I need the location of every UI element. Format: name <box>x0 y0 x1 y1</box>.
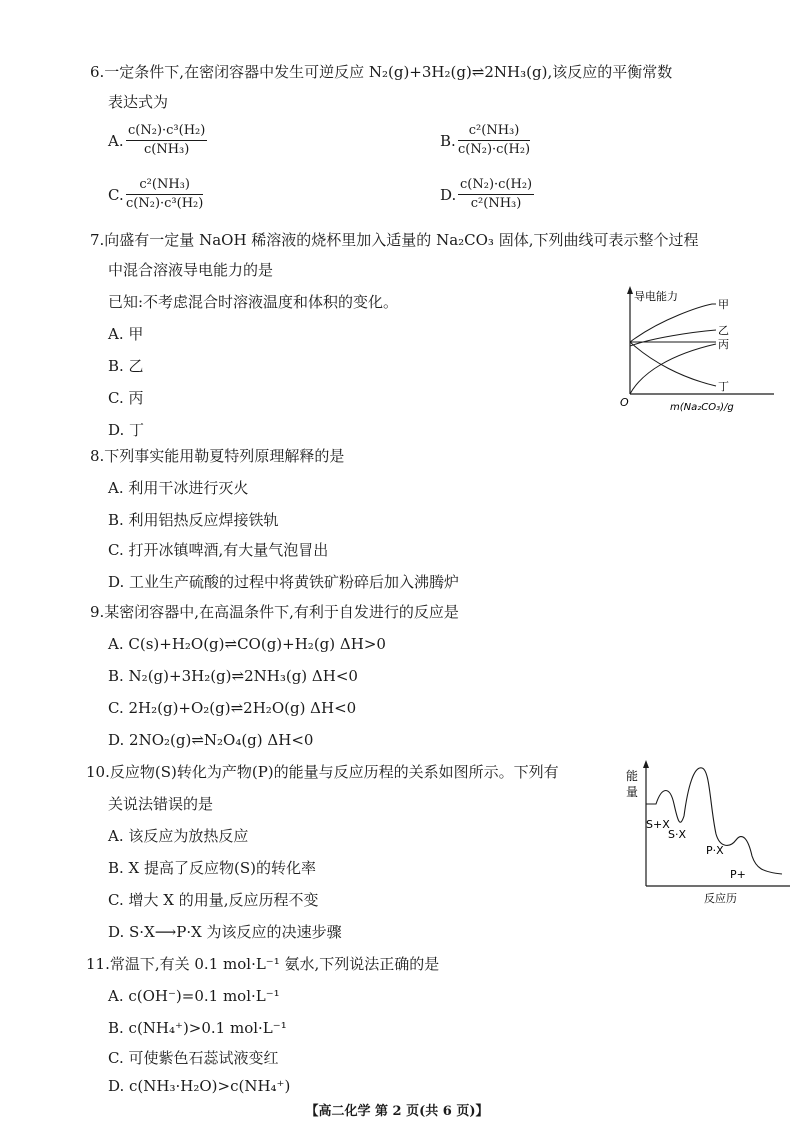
q11-option-b: B. c(NH₄⁺)>0.1 mol·L⁻¹ <box>108 1019 287 1037</box>
q8-option-c: C. 打开冰镇啤酒,有大量气泡冒出 <box>108 541 329 559</box>
q7-stem-line2: 中混合溶液导电能力的是 <box>108 261 274 279</box>
q9-option-d: D. 2NO₂(g)⇌N₂O₄(g) ΔH<0 <box>108 731 314 749</box>
q6-option-b-denominator: c(N₂)·c(H₂) <box>458 142 531 157</box>
q8-option-b: B. 利用铝热反应焊接铁轨 <box>108 511 279 529</box>
q6-option-d-fraction <box>458 176 534 213</box>
q7-curve-label-jia: 甲 <box>718 298 729 311</box>
q7-curve-label-yi: 乙 <box>718 324 729 337</box>
q10-option-c: C. 增大 X 的用量,反应历程不变 <box>108 891 319 909</box>
q10-y-label-bottom: 量 <box>626 785 639 799</box>
q10-label-product: P+ <box>730 868 746 881</box>
q10-option-a: A. 该反应为放热反应 <box>108 827 249 845</box>
q10-label-px-complex: P·X <box>706 844 724 857</box>
q7-y-axis-arrow <box>627 286 633 294</box>
q7-curve-ding <box>630 342 716 386</box>
q6-option-b-numerator: c²(NH₃) <box>458 122 530 141</box>
q10-label-sx-complex: S·X <box>668 828 687 841</box>
q7-option-c: C. 丙 <box>108 389 144 407</box>
q7-conductivity-graph <box>612 282 790 422</box>
q7-option-a: A. 甲 <box>108 325 144 343</box>
q6-option-a-denominator: c(NH₃) <box>143 142 190 157</box>
q7-origin-label: O <box>620 396 629 409</box>
q10-x-axis-label: 反应历 <box>704 892 737 905</box>
page-footer: 【高二化学 第 2 页(共 6 页)】 <box>305 1104 489 1119</box>
q6-option-b-label: B. <box>440 132 456 150</box>
q7-curve-label-ding: 丁 <box>718 380 729 393</box>
q7-x-axis-label: m(Na₂CO₃)/g <box>670 402 734 413</box>
q6-option-a-label: A. <box>108 132 124 150</box>
q6-option-d-label: D. <box>440 186 457 204</box>
q11-stem: 11.常温下,有关 0.1 mol·L⁻¹ 氨水,下列说法正确的是 <box>86 955 440 973</box>
q8-stem: 8.下列事实能用勒夏特列原理解释的是 <box>90 447 345 465</box>
q10-y-axis-arrow <box>643 760 649 768</box>
q7-y-axis-label: 导电能力 <box>634 290 678 303</box>
q10-y-label-top: 能 <box>626 769 639 783</box>
q7-option-d: D. 丁 <box>108 421 145 439</box>
q6-option-c-label: C. <box>108 186 124 204</box>
q6-option-c-denominator: c(N₂)·c³(H₂) <box>126 196 204 211</box>
q7-option-b: B. 乙 <box>108 357 144 375</box>
q7-curve-rising <box>630 344 716 394</box>
q9-stem: 9.某密闭容器中,在高温条件下,有利于自发进行的反应是 <box>90 603 459 621</box>
q11-option-a: A. c(OH⁻)=0.1 mol·L⁻¹ <box>108 987 280 1005</box>
q7-curve-yi <box>630 330 716 346</box>
q6-option-c-fraction <box>126 176 203 213</box>
q7-curve-jia <box>630 304 716 342</box>
q7-note: 已知:不考虑混合时溶液温度和体积的变化。 <box>108 293 399 311</box>
q6-option-b-fraction <box>458 122 530 159</box>
q7-curve-label-bing: 丙 <box>718 338 729 351</box>
q6-option-d-denominator: c²(NH₃) <box>470 196 522 211</box>
q6-option-d-numerator: c(N₂)·c(H₂) <box>458 176 534 195</box>
q9-option-a: A. C(s)+H₂O(g)⇌CO(g)+H₂(g) ΔH>0 <box>108 635 386 653</box>
q10-label-sx-reactant: S+X <box>646 818 670 831</box>
q8-option-a: A. 利用干冰进行灭火 <box>108 479 249 497</box>
q10-energy-diagram <box>622 756 792 906</box>
q10-option-d: D. S·X⟶P·X 为该反应的决速步骤 <box>108 923 342 941</box>
q10-stem-line2: 关说法错误的是 <box>108 795 214 813</box>
q10-stem-line1: 10.反应物(S)转化为产物(P)的能量与反应历程的关系如图所示。下列有 <box>86 763 559 781</box>
q6-option-a-fraction <box>126 122 207 159</box>
q8-option-d: D. 工业生产硫酸的过程中将黄铁矿粉碎后加入沸腾炉 <box>108 573 460 591</box>
q6-stem-line2: 表达式为 <box>108 93 169 111</box>
q7-stem-line1: 7.向盛有一定量 NaOH 稀溶液的烧杯里加入适量的 Na₂CO₃ 固体,下列曲线可表示整个过程 <box>90 231 699 249</box>
q6-stem-line1: 6.一定条件下,在密闭容器中发生可逆反应 N₂(g)+3H₂(g)⇌2NH₃(g),该反应的平衡常数 <box>90 63 673 81</box>
q11-option-d: D. c(NH₃·H₂O)>c(NH₄⁺) <box>108 1077 291 1095</box>
q6-option-a-numerator: c(N₂)·c³(H₂) <box>126 122 207 141</box>
q9-option-c: C. 2H₂(g)+O₂(g)⇌2H₂O(g) ΔH<0 <box>108 699 357 717</box>
q9-option-b: B. N₂(g)+3H₂(g)⇌2NH₃(g) ΔH<0 <box>108 667 358 685</box>
q6-option-c-numerator: c²(NH₃) <box>126 176 203 195</box>
q11-option-c: C. 可使紫色石蕊试液变红 <box>108 1049 279 1067</box>
q10-option-b: B. X 提高了反应物(S)的转化率 <box>108 859 316 877</box>
